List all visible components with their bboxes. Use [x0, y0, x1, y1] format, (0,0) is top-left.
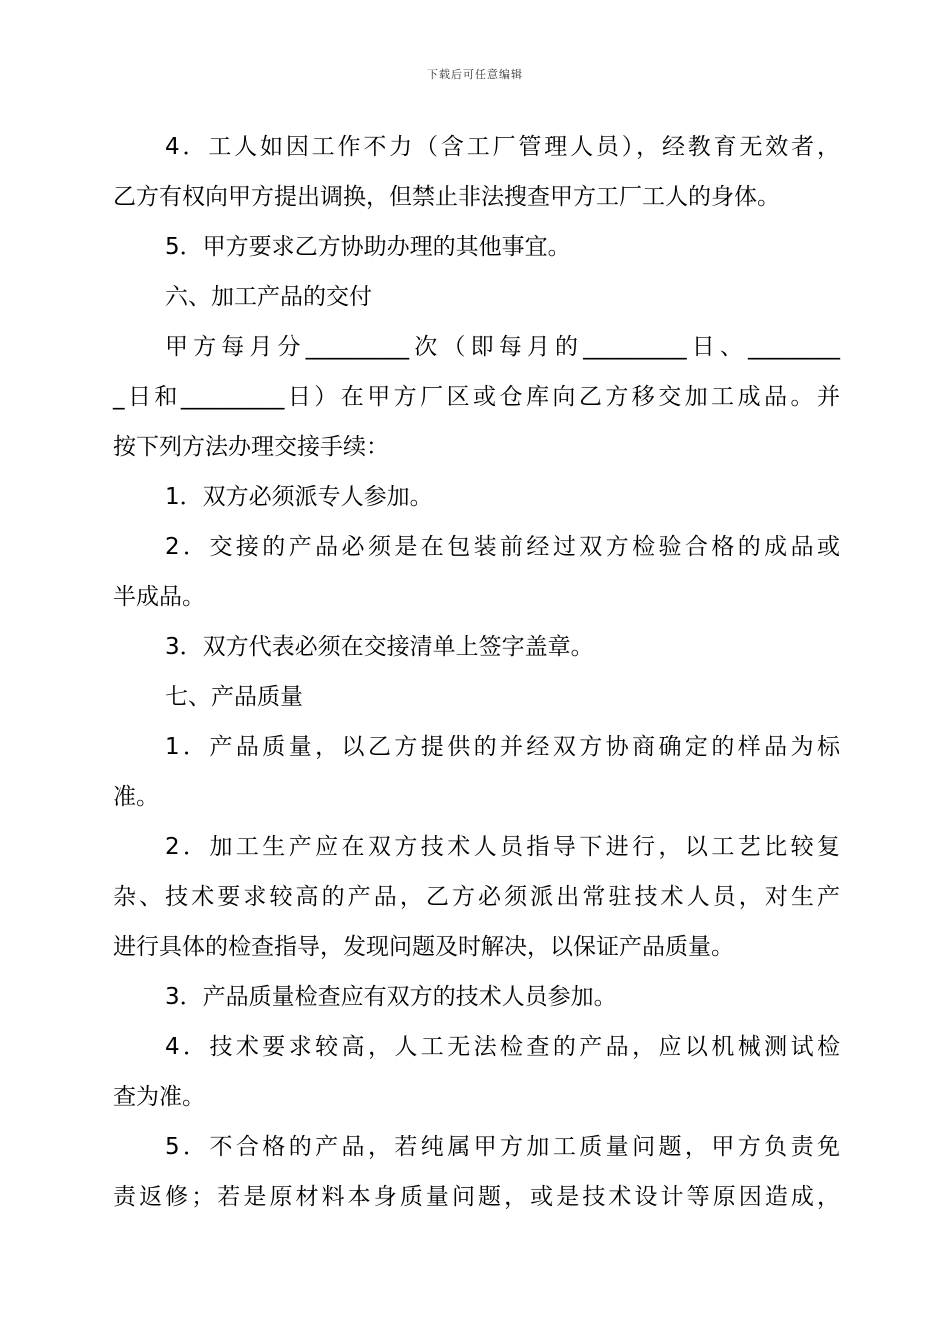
text-line: 责返修；若是原材料本身质量问题，或是技术设计等原因造成， [113, 1184, 840, 1210]
text-line: 4．工人如因工作不力（含工厂管理人员），经教育无效者， [165, 134, 840, 160]
text-line: 3．双方代表必须在交接清单上签字盖章。 [165, 634, 594, 660]
text-line: 2．交接的产品必须是在包装前经过双方检验合格的成品或 [165, 534, 840, 560]
text-line: 3．产品质量检查应有双方的技术人员参加。 [165, 984, 617, 1010]
text-line: 进行具体的检查指导，发现问题及时解决，以保证产品质量。 [113, 934, 734, 960]
text-line: 甲方每月分_________次（即每月的_________日、________ [165, 334, 840, 360]
text-line: _日和_________日）在甲方厂区或仓库向乙方移交加工成品。并 [113, 384, 840, 410]
text-line: 准。 [113, 784, 159, 810]
text-line: 半成品。 [113, 584, 205, 610]
text-line: 按下列方法办理交接手续： [113, 434, 389, 460]
page-header: 下载后可任意编辑 [427, 68, 523, 81]
text-line: 1．双方必须派专人参加。 [165, 484, 433, 510]
text-line: 查为准。 [113, 1084, 205, 1110]
text-line: 5．甲方要求乙方协助办理的其他事宜。 [165, 234, 571, 260]
text-line: 4．技术要求较高，人工无法检查的产品，应以机械测试检 [165, 1034, 840, 1060]
section-heading: 六、加工产品的交付 [165, 284, 372, 310]
text-line: 1．产品质量，以乙方提供的并经双方协商确定的样品为标 [165, 734, 840, 760]
text-line: 5．不合格的产品，若纯属甲方加工质量问题，甲方负责免 [165, 1134, 840, 1160]
section-heading: 七、产品质量 [165, 684, 303, 710]
document-body [113, 122, 840, 1222]
text-line: 乙方有权向甲方提出调换，但禁止非法搜查甲方工厂工人的身体。 [113, 184, 780, 210]
text-line: 2．加工生产应在双方技术人员指导下进行，以工艺比较复 [165, 834, 840, 860]
text-line: 杂、技术要求较高的产品，乙方必须派出常驻技术人员，对生产 [113, 884, 840, 910]
